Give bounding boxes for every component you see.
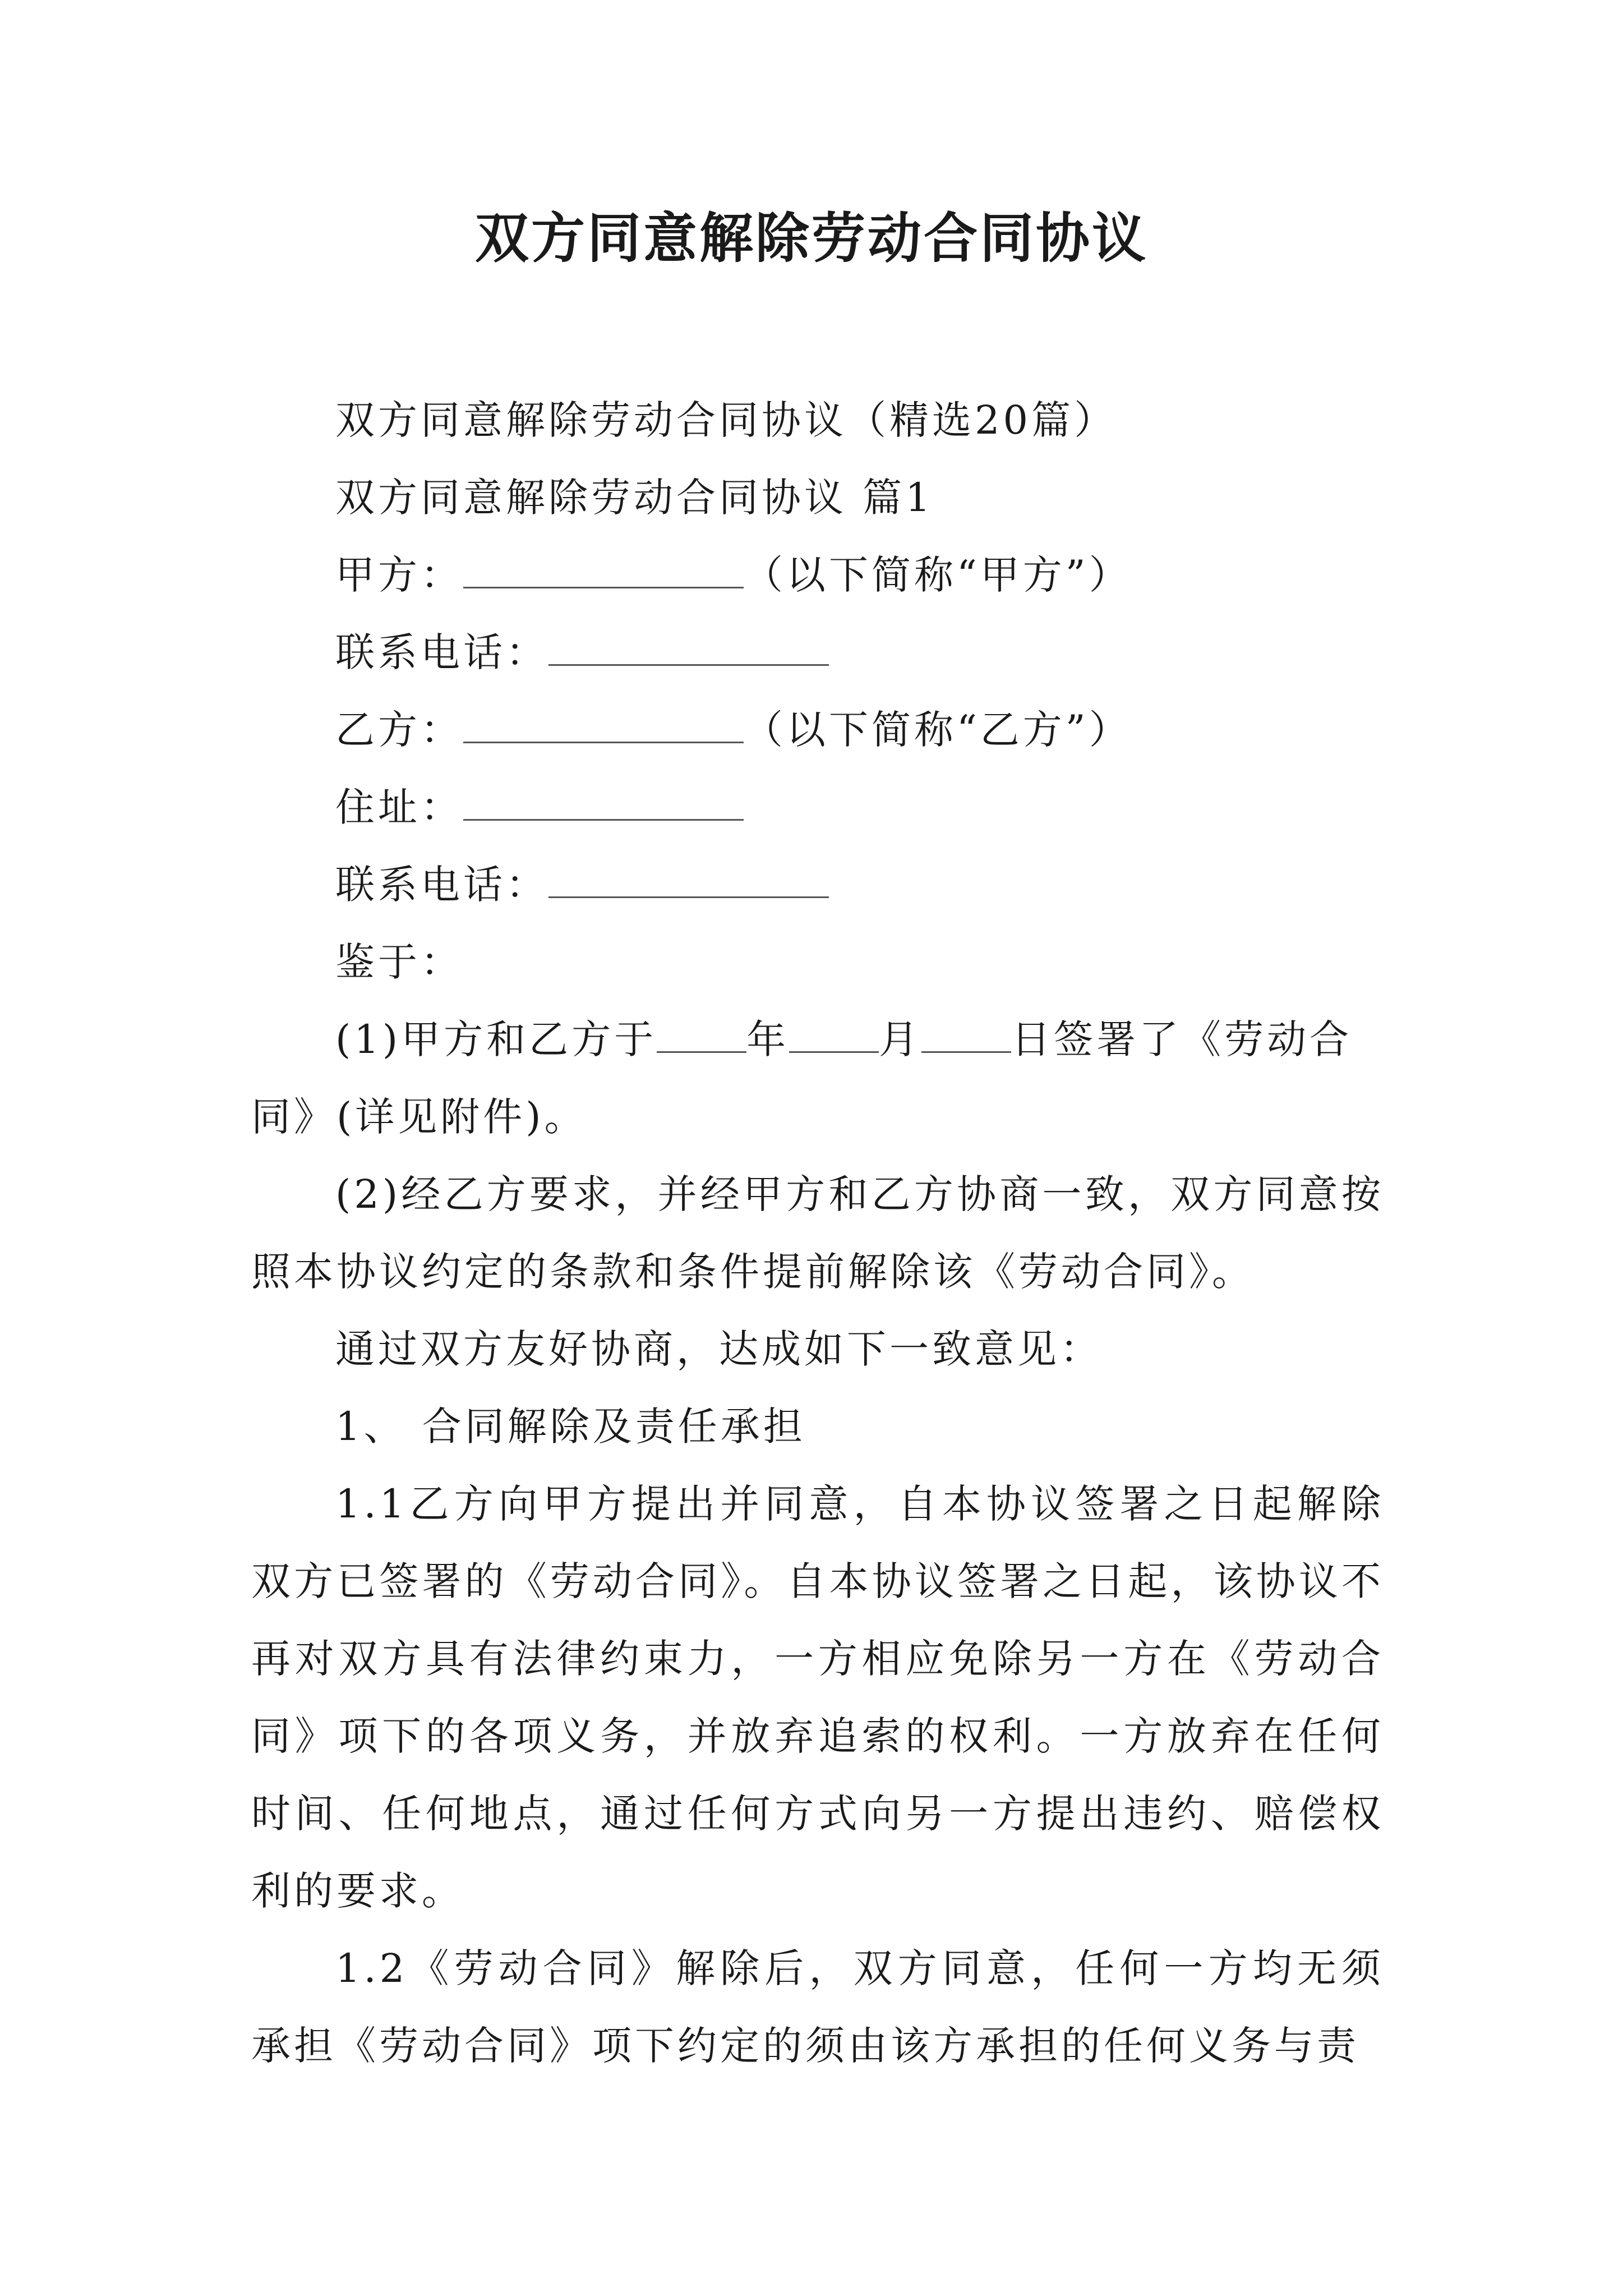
- subtitle: 双方同意解除劳动合同协议（精选20篇）: [335, 397, 1117, 443]
- clause-1-prefix: (1)甲方和乙方于: [335, 1016, 657, 1062]
- party-a-blank: [463, 552, 744, 588]
- month-blank: [789, 1016, 879, 1053]
- phone-row-2: [251, 846, 1384, 923]
- address-label: 住址：: [335, 784, 463, 830]
- address-blank: [463, 784, 744, 821]
- party-a-row: [251, 536, 1384, 614]
- party-a-label: 甲方：: [335, 552, 463, 598]
- heading-1: 1、 合同解除及责任承担: [335, 1404, 806, 1450]
- clause-1-2-paragraph: 1.2《劳动合同》解除后，双方同意，任何一方均无须承担《劳动合同》项下约定的须由该方承担的任何义务与责: [251, 1945, 1384, 2069]
- phone-label-2: 联系电话：: [335, 862, 548, 908]
- document-body: [251, 381, 1384, 2085]
- clause-1-day-suffix: 日签署了《劳动合: [1011, 1016, 1353, 1062]
- phone-blank-1: [548, 629, 829, 666]
- clause-1-line-1: [251, 1001, 1384, 1078]
- whereas-label: 鉴于：: [335, 939, 463, 985]
- party-b-blank: [463, 707, 744, 743]
- clause-1-year: 年: [746, 1016, 790, 1062]
- party-b-label: 乙方：: [335, 707, 463, 753]
- clause-1-1-paragraph: 1.1乙方向甲方提出并同意，自本协议签署之日起解除双方已签署的《劳动合同》。自本协议签署之日起，该协议不再对双方具有法律约束力，一方相应免除另一方在《劳动合同》项下的各项义务，并放弃追索的权利。一方放弃在任何时间、任何地点，通过任何方式向另一方提出违约、赔偿权利的要求。: [251, 1481, 1384, 1914]
- phone-blank-2: [548, 862, 829, 898]
- phone-label-1: 联系电话：: [335, 629, 548, 675]
- clause-2-paragraph: (2)经乙方要求，并经甲方和乙方协商一致，双方同意按照本协议约定的条款和条件提前解除该《劳动合同》。: [251, 1171, 1384, 1295]
- intro-text: 通过双方友好协商，达成如下一致意见：: [335, 1326, 1103, 1372]
- clause-1-line-2: 同》(详见附件)。: [251, 1094, 587, 1140]
- section-heading: 双方同意解除劳动合同协议 篇1: [335, 475, 934, 521]
- party-b-suffix: （以下简称“乙方”）: [744, 707, 1132, 753]
- party-b-row: [251, 691, 1384, 769]
- clause-1-month: 月: [879, 1016, 922, 1062]
- year-blank: [657, 1016, 746, 1053]
- day-blank: [921, 1016, 1011, 1053]
- document-title: 双方同意解除劳动合同协议: [475, 206, 1148, 270]
- party-a-suffix: （以下简称“甲方”）: [744, 552, 1132, 598]
- address-row: [251, 769, 1384, 846]
- phone-row-1: [251, 614, 1384, 691]
